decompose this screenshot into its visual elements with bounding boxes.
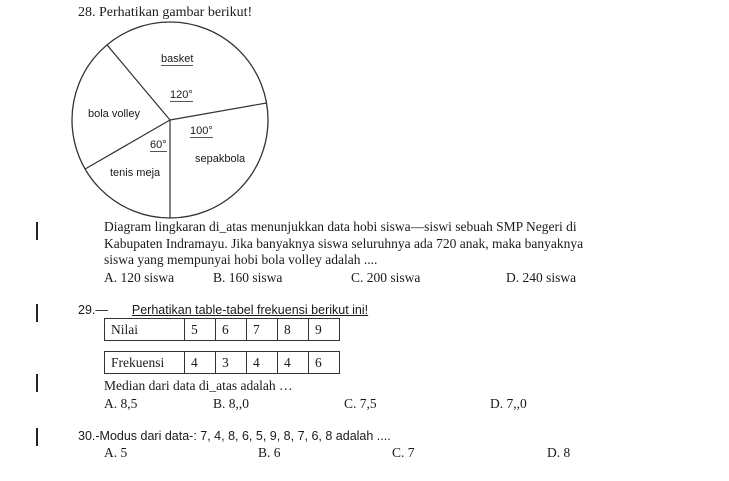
q29-option-d: D. 7,,0 <box>490 396 527 411</box>
question-30-header: 30.-Modus dari data-: 7, 4, 8, 6, 5, 9, 8, 7, 6, 8 adalah .... <box>78 429 391 443</box>
table-cell: 6 <box>309 352 340 374</box>
slice-label-sepakbola: sepakbola <box>195 153 246 165</box>
question-29-number: 29.— <box>78 303 108 317</box>
table-cell: 3 <box>216 352 247 374</box>
table-cell: 4 <box>247 352 278 374</box>
slice-boundary-sepakbola <box>170 103 267 120</box>
slice-angle-basket: 120° <box>170 89 193 101</box>
q28-option-c: C. 200 siswa <box>351 270 421 285</box>
table-cell: 8 <box>278 319 309 341</box>
question-29-text: Median dari data di_atas adalah … <box>104 378 293 393</box>
question-29-header <box>78 303 368 317</box>
q30-option-c: C. 7 <box>392 445 415 460</box>
table-cell: 5 <box>185 319 216 341</box>
question-28-line-1: Diagram lingkaran di_atas menunjukkan data hobi siswa—siswi sebuah SMP Negeri di <box>104 219 577 234</box>
margin-bar <box>36 428 38 446</box>
table-row <box>105 352 340 374</box>
table-cell: 9 <box>309 319 340 341</box>
question-28-line-3: siswa yang mempunyai hobi bola volley adalah .... <box>104 252 378 267</box>
table-cell: 7 <box>247 319 278 341</box>
q28-option-a: A. 120 siswa <box>104 270 175 285</box>
q29-option-c: C. 7,5 <box>344 396 377 411</box>
frequency-table <box>104 318 340 374</box>
slice-label-bola-volley: bola volley <box>88 108 140 120</box>
q29-option-a: A. 8,5 <box>104 396 138 411</box>
q30-option-b: B. 6 <box>258 445 281 460</box>
question-29-title: Perhatikan table-tabel frekuensi berikut ini! <box>131 303 369 317</box>
q28-option-d: D. 240 siswa <box>506 270 577 285</box>
slice-label-basket: basket <box>161 53 194 65</box>
slice-angle-sepakbola: 100° <box>190 125 213 137</box>
q29-option-b: B. 8,,0 <box>213 396 250 411</box>
table-cell: 4 <box>185 352 216 374</box>
table-cell: 6 <box>216 319 247 341</box>
margin-bar <box>36 304 38 322</box>
table-cell: Nilai <box>105 319 185 341</box>
q28-option-b: B. 160 siswa <box>213 270 283 285</box>
slice-label-tenis-meja: tenis meja <box>110 167 161 179</box>
slice-angle-tenis-meja: 60° <box>150 139 167 151</box>
margin-bar <box>36 374 38 392</box>
table-row <box>105 319 340 341</box>
table-cell: Frekuensi <box>105 352 185 374</box>
margin-bar <box>36 222 38 240</box>
q30-option-d: D. 8 <box>547 445 571 460</box>
q30-option-a: A. 5 <box>104 445 128 460</box>
question-28-line-2: Kabupaten Indramayu. Jika banyaknya siswa seluruhnya ada 720 anak, maka banyaknya <box>104 236 584 251</box>
question-28-header: 28. Perhatikan gambar berikut! <box>78 5 253 20</box>
table-cell: 4 <box>278 352 309 374</box>
